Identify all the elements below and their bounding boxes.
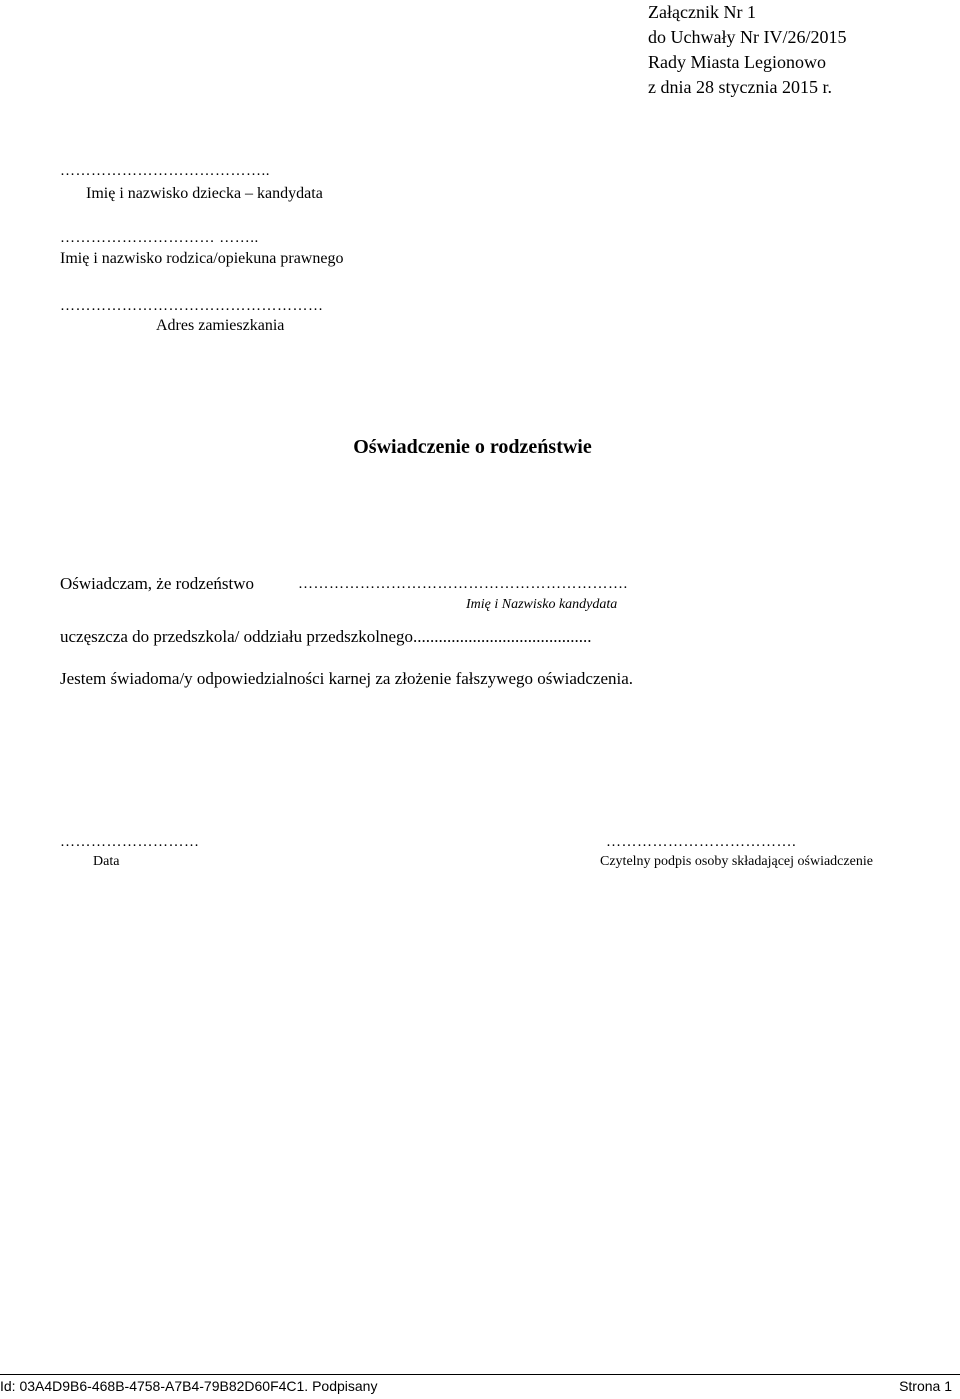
annex-line-2: do Uchwały Nr IV/26/2015 [648, 27, 847, 47]
sibling-name-field[interactable]: ………………………………………………………. [298, 576, 628, 592]
parent-name-label: Imię i nazwisko rodzica/opiekuna prawnego [60, 250, 344, 267]
parent-name-field[interactable]: ………………………… …….. [60, 230, 259, 246]
address-label: Adres zamieszkania [156, 317, 285, 334]
document-title: Oświadczenie o rodzeństwie [353, 436, 592, 458]
annex-header [648, 0, 846, 100]
liability-statement: Jestem świadoma/y odpowiedzialności karnej za złożenie fałszywego oświadczenia. [60, 669, 634, 688]
date-field[interactable]: ……………………… [60, 834, 200, 850]
preschool-line: uczęszcza do przedszkola/ oddziału przedszkolnego.......................................... [60, 627, 592, 646]
footer-document-id: Id: 03A4D9B6-468B-4758-A7B4-79B82D60F4C1. Podpisany [0, 1378, 378, 1394]
footer-page-number: Strona 1 [899, 1378, 952, 1394]
signature-field[interactable]: ………………………………. [606, 834, 797, 850]
address-field[interactable]: …………………………………………… [60, 298, 324, 314]
sibling-name-label: Imię i Nazwisko kandydata [466, 597, 618, 612]
declaration-lead: Oświadczam, że rodzeństwo [60, 574, 255, 593]
annex-line-4: z dnia 28 stycznia 2015 r. [648, 77, 832, 97]
footer-divider [0, 1374, 960, 1375]
annex-line-3: Rady Miasta Legionowo [648, 52, 826, 72]
child-name-field[interactable]: ………………………………….. [60, 163, 270, 179]
date-label: Data [93, 854, 120, 869]
annex-line-1: Załącznik Nr 1 [648, 2, 756, 22]
signature-label: Czytelny podpis osoby składającej oświadczenie [600, 854, 873, 869]
child-name-label: Imię i nazwisko dziecka – kandydata [86, 185, 323, 202]
